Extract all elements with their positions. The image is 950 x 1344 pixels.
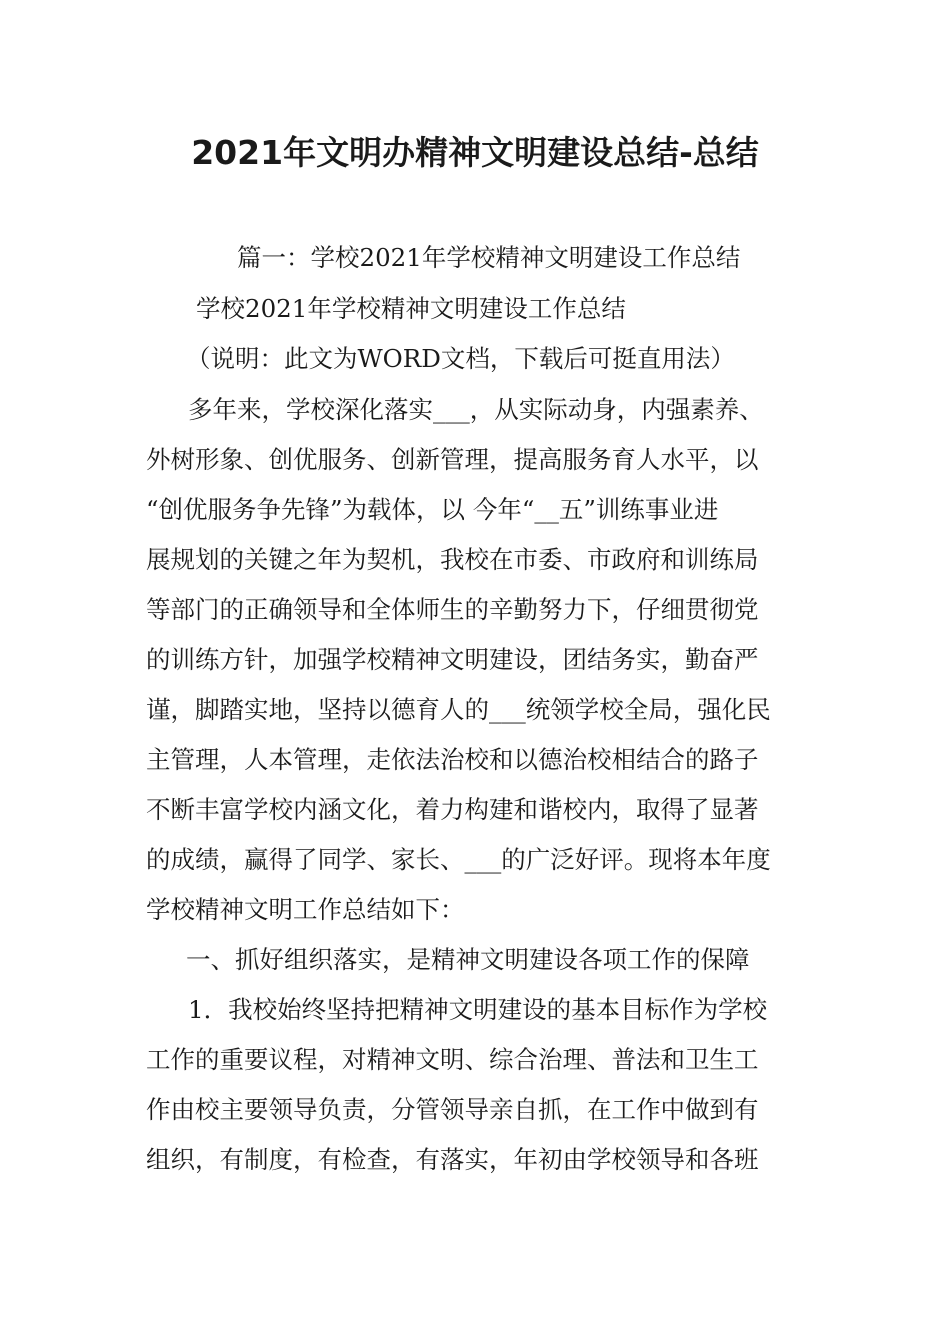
line-heading: 学校2021年学校精神文明建设工作总结: [196, 294, 626, 323]
document-title: 2021年文明办精神文明建设总结-总结: [191, 133, 759, 172]
line-subtitle: 篇一：学校2021年学校精神文明建设工作总结: [237, 243, 741, 272]
paragraph-line: 谨，脚踏实地，坚持以德育人的___统领学校全局，强化民: [146, 695, 771, 724]
paragraph-line: 不断丰富学校内涵文化，着力构建和谐校内，取得了显著: [146, 795, 759, 824]
line-note: （说明：此文为WORD文档，下载后可挺直用法）: [186, 344, 735, 373]
paragraph-line: 多年来，学校深化落实___，从实际动身，内强素养、: [188, 395, 764, 424]
paragraph-line: 展规划的关键之年为契机，我校在市委、市政府和训练局: [146, 545, 759, 574]
paragraph-line: 主管理，人本管理，走依法治校和以德治校相结合的路子: [146, 745, 759, 774]
section-heading: 一、抓好组织落实，是精神文明建设各项工作的保障: [186, 945, 750, 974]
paragraph-line: 作由校主要领导负责，分管领导亲自抓，在工作中做到有: [146, 1095, 759, 1124]
paragraph-line: 组织，有制度，有检查，有落实，年初由学校领导和各班: [146, 1145, 759, 1174]
paragraph-line: 等部门的正确领导和全体师生的辛勤努力下，仔细贯彻党: [146, 595, 759, 624]
paragraph-line: 学校精神文明工作总结如下：: [146, 895, 465, 924]
paragraph-line: 1．我校始终坚持把精神文明建设的基本目标作为学校: [188, 995, 768, 1024]
paragraph-line: 工作的重要议程，对精神文明、综合治理、普法和卫生工: [146, 1045, 759, 1074]
paragraph-line: “创优服务争先锋”为载体，以 今年“__五”训练事业进: [146, 495, 719, 524]
paragraph-line: 外树形象、创优服务、创新管理，提高服务育人水平，以: [146, 445, 759, 474]
paragraph-line: 的训练方针，加强学校精神文明建设，团结务实，勤奋严: [146, 645, 759, 674]
paragraph-line: 的成绩，赢得了同学、家长、___的广泛好评。现将本年度: [146, 845, 771, 874]
